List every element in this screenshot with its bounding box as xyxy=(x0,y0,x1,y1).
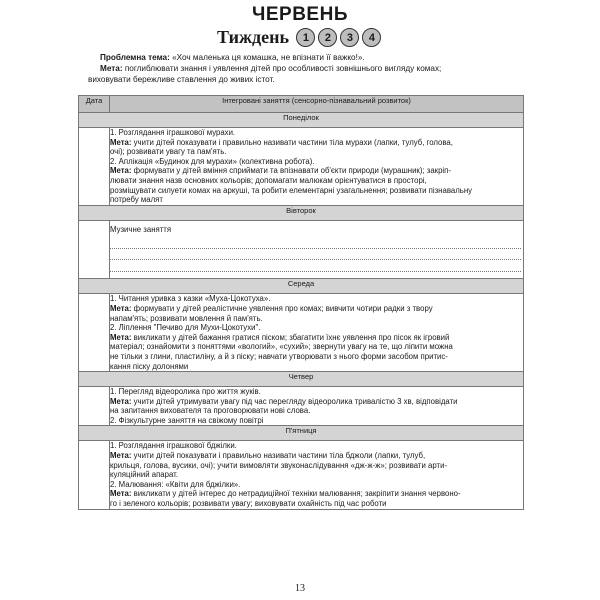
goal-label: Мета: xyxy=(110,137,132,147)
week-number-4: 4 xyxy=(362,28,381,47)
text-line: 1. Розглядання іграшкової бджілки. xyxy=(110,441,237,451)
goal-label: Мета: xyxy=(110,166,132,176)
text-line: 2. Малювання: «Квіти для бджілки». xyxy=(110,479,241,489)
text-line: 1. Читання уривка з казки «Муха-Цокотуха». xyxy=(110,294,271,304)
month-title: ЧЕРВЕНЬ xyxy=(252,4,348,25)
schedule-table xyxy=(78,95,524,510)
text-line: крильця, голова, вусики, очі); учити вимовляти звуконаслідування «дж-ж-ж»; розвивати арти- xyxy=(110,460,448,470)
content-row-wednesday xyxy=(79,294,524,372)
week-indicator xyxy=(0,27,600,48)
text-span: викликати у дітей інтерес до нетрадиційної техніки малювання; закріпити знання червоно- xyxy=(133,489,461,499)
date-cell xyxy=(79,220,110,279)
week-number-2: 2 xyxy=(318,28,337,47)
content-row-thursday xyxy=(79,387,524,426)
text-line: матеріал; ознайомити з поняттями «вологий», «сухий»; звернути увагу на те, що ліпити можна xyxy=(110,342,453,352)
day-row-thursday xyxy=(79,372,524,387)
col-main-header: Інтегровані заняття (сенсорно-пізнавальний розвиток) xyxy=(110,96,524,113)
text-line: на запитання вихователя та проговорювати нові слова. xyxy=(110,406,311,416)
text-line: потребу малят xyxy=(110,195,163,205)
text-span: учити дітей утримувати увагу під час перегляду відеоролика тривалістю 3 хв, відповідати xyxy=(133,396,458,406)
text-line xyxy=(110,166,523,176)
day-row-monday xyxy=(79,113,524,128)
goal-text-1: поглиблювати знання і уявлення дітей про особливості зовнішнього вигляду комах; xyxy=(124,64,442,73)
date-cell xyxy=(79,294,110,372)
week-number-1: 1 xyxy=(296,28,315,47)
date-cell xyxy=(79,441,110,509)
content-row-tuesday xyxy=(79,220,524,279)
intro-block xyxy=(88,52,520,85)
goal-label: Мета: xyxy=(110,396,132,406)
text-line: лювати знання назв основних кольорів; допомагати малюкам орієнтуватися в просторі, xyxy=(110,175,427,185)
content-cell-monday xyxy=(110,128,524,206)
day-name-wednesday: Середа xyxy=(79,279,524,294)
text-span: викликати у дітей бажання гратися піском; збагатити їхнє уявлення про пісок як ігровий xyxy=(133,332,450,342)
goal-label: Мета: xyxy=(110,451,132,461)
col-date-header: Дата xyxy=(79,96,110,113)
dotted-line xyxy=(110,260,521,272)
date-cell xyxy=(79,387,110,426)
problem-theme xyxy=(88,52,520,63)
day-name-monday: Понеділок xyxy=(79,113,524,128)
goal-line-2: виховувати бережливе ставлення до живих істот. xyxy=(88,75,275,84)
text-line: 2. Аплікація «Будинок для мурахи» (колективна робота). xyxy=(110,156,315,166)
content-cell-thursday xyxy=(110,387,524,426)
day-row-friday xyxy=(79,426,524,441)
text-span: учити дітей показувати і правильно називати частини тіла мурахи (лапки, тулуб, голова, xyxy=(133,137,453,147)
content-cell-tuesday xyxy=(110,220,524,279)
text-line: розміщувати силуети комах на аркуші, та робити елементарні узагальнення; розвивати пізнавальну xyxy=(110,185,473,195)
table-header-row xyxy=(79,96,524,113)
problem-label: Проблемна тема: xyxy=(100,53,170,62)
day-name-thursday: Четвер xyxy=(79,372,524,387)
text-line: 2. Фізкультурне заняття на свіжому повітрі xyxy=(110,415,264,425)
dotted-line xyxy=(110,249,521,260)
day-row-tuesday xyxy=(79,205,524,220)
text-line: 1. Розглядання іграшкової мурахи. xyxy=(110,128,236,137)
week-label: Тиждень xyxy=(217,27,289,47)
text-line xyxy=(110,489,523,499)
text-line: Музичне заняття xyxy=(110,224,172,234)
text-line: 2. Ліплення "Печиво для Мухи-Цокотухи". xyxy=(110,323,261,333)
goal-line-1 xyxy=(88,63,520,74)
text-line xyxy=(110,451,523,461)
content-cell-friday xyxy=(110,441,524,509)
goal-label: Мета: xyxy=(110,332,132,342)
text-line: кання піску долонями xyxy=(110,361,189,371)
text-line xyxy=(110,333,523,343)
day-name-tuesday: Вівторок xyxy=(79,205,524,220)
text-line xyxy=(110,138,523,148)
page-number: 13 xyxy=(295,583,305,594)
text-line: не тільки з глини, пластиліну, а й з піску; навчати утворювати з нього форми засобом притис- xyxy=(110,351,448,361)
text-line xyxy=(110,397,523,407)
day-name-friday: П'ятниця xyxy=(79,426,524,441)
text-span: учити дітей показувати і правильно називати частини тіла бджоли (лапки, тулуб, xyxy=(133,451,426,461)
goal-label: Мета: xyxy=(110,489,132,499)
text-line: 1. Перегляд відеоролика про життя жуків. xyxy=(110,387,261,397)
goal-label: Мета: xyxy=(100,64,123,73)
text-line: очі); розвивати увагу та пам'ять. xyxy=(110,147,227,157)
text-line: напам'ять; розвивати мовлення й пам'ять. xyxy=(110,313,263,323)
text-span: формувати у дітей вміння сприймати та впізнавати об'єкти природи (мурашник); закріп- xyxy=(133,166,451,176)
text-span: формувати у дітей реалістичне уявлення про комах; вивчити чотири радки з твору xyxy=(133,303,433,313)
day-row-wednesday xyxy=(79,279,524,294)
content-row-friday xyxy=(79,441,524,509)
dotted-line xyxy=(110,238,521,249)
text-line: го і зеленого кольорів; розвивати увагу; виховувати охайність під час роботи xyxy=(110,499,387,509)
week-number-3: 3 xyxy=(340,28,359,47)
content-cell-wednesday xyxy=(110,294,524,372)
problem-text: «Хоч маленька ця комашка, не впізнати її важко!». xyxy=(172,53,365,62)
goal-label: Мета: xyxy=(110,303,132,313)
text-line: куляційний апарат. xyxy=(110,470,179,480)
content-row-monday xyxy=(79,128,524,206)
date-cell xyxy=(79,128,110,206)
text-line xyxy=(110,304,523,314)
